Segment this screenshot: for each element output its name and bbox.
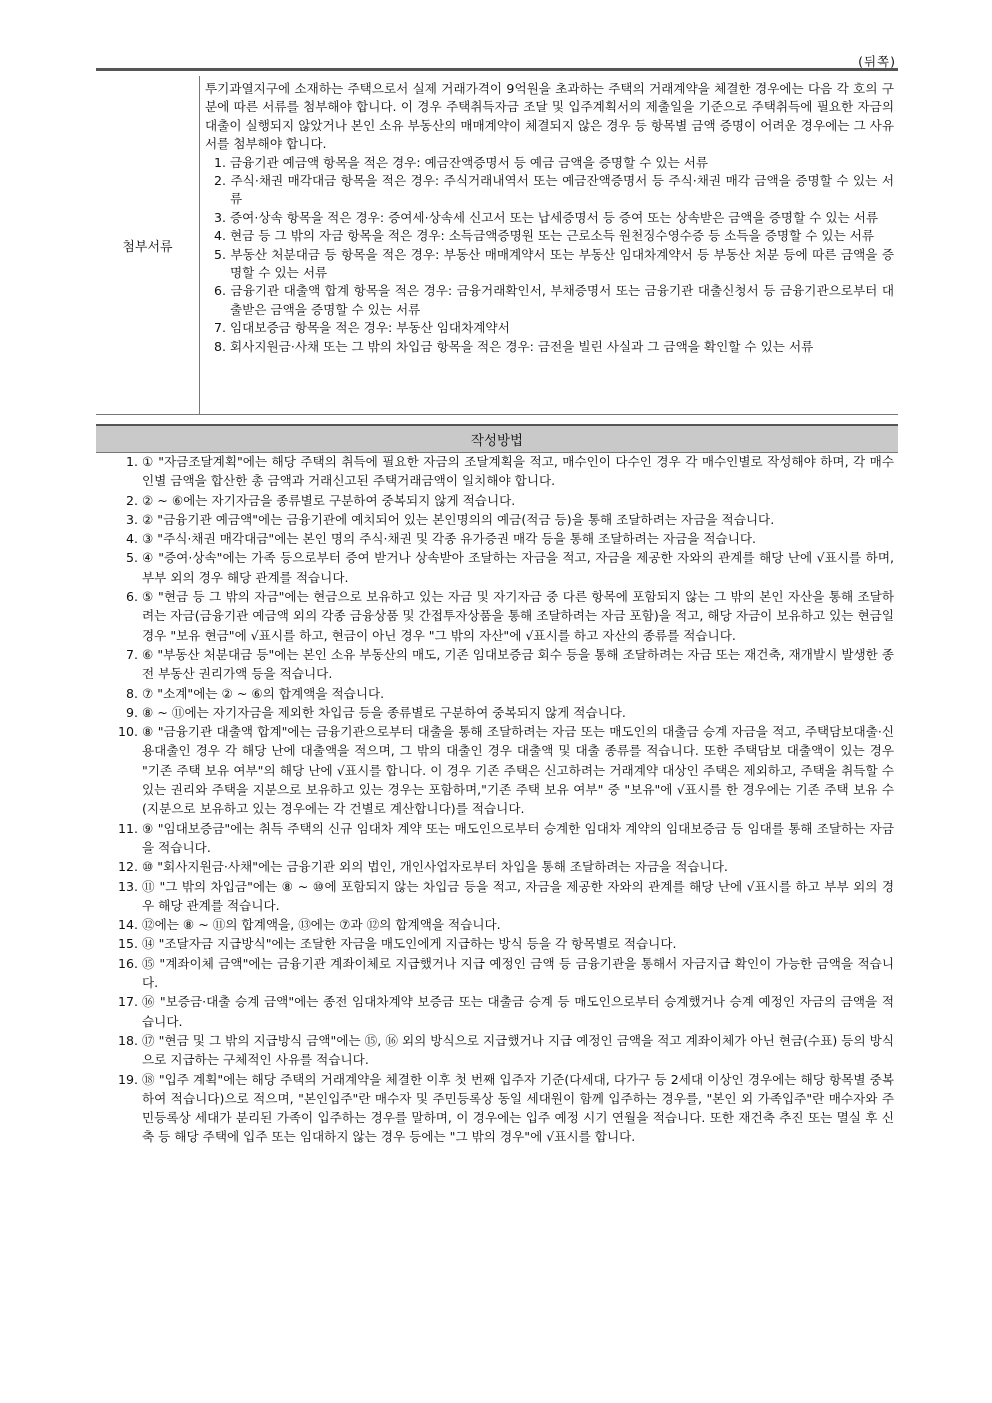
instruction-text: ② "금융기관 예금액"에는 금융기관에 예치되어 있는 본인명의의 예금(적금 등)을 통해 조달하려는 자금을 적습니다. bbox=[142, 511, 775, 527]
attachments-table bbox=[96, 76, 898, 415]
instruction-number: 13. bbox=[117, 878, 138, 894]
instruction-text: ⑨ "임대보증금"에는 취득 주택의 신규 임대차 계약 또는 매도인으로부터 승계한 임대차 계약의 임대보증금 등 임대를 통해 조달하는 자금을 적습니다. bbox=[142, 820, 894, 855]
attachment-item: 1. 금융기관 예금액 항목을 적은 경우: 예금잔액증명서 등 예금 금액을 증명할 수 있는 서류 bbox=[214, 154, 709, 170]
instruction-number: 8. bbox=[125, 685, 138, 701]
instruction-text: ⑦ "소계"에는 ② ~ ⑥의 합계액을 적습니다. bbox=[142, 685, 385, 701]
instruction-number: 17. bbox=[117, 994, 138, 1010]
instruction-text: ⑮ "계좌이체 금액"에는 금융기관 계좌이체로 지급했거나 지급 예정인 금액 등 금융기관을 통해서 자금지급 확인이 가능한 금액을 적습니다. bbox=[142, 955, 894, 991]
instruction-number: 6. bbox=[125, 589, 138, 605]
attachment-item: 4. 현금 등 그 밖의 자금 항목을 적은 경우: 소득금액증명원 또는 근로소득 원천징수영수증 등 소득을 증명할 수 있는 서류 bbox=[214, 228, 875, 244]
instruction-item bbox=[106, 452, 894, 491]
instruction-item bbox=[106, 1031, 894, 1070]
attachment-item: 8. 회사지원금·사채 또는 그 밖의 차입금 항목을 적은 경우: 금전을 빌린 사실과 그 금액을 확인할 수 있는 서류 bbox=[214, 338, 814, 354]
instruction-item bbox=[106, 645, 894, 684]
instruction-item bbox=[106, 491, 894, 510]
instruction-text: ⑰ "현금 및 그 밖의 지급방식 금액"에는 ⑮, ⑯ 외의 방식으로 지급했거나 지급 예정인 금액을 적고 계좌이체가 아닌 현금(수표) 등의 방식으로 지급하는 구체적인 사유를 적습니다. bbox=[142, 1032, 894, 1068]
instruction-item bbox=[106, 529, 894, 548]
instruction-item bbox=[106, 954, 894, 993]
instruction-number: 1. bbox=[125, 454, 138, 469]
instructions-title: 작성방법 bbox=[470, 433, 524, 449]
instruction-item bbox=[106, 703, 894, 722]
instruction-number: 15. bbox=[117, 936, 138, 952]
attachments-list bbox=[205, 154, 894, 356]
top-divider bbox=[96, 68, 898, 71]
instruction-number: 10. bbox=[117, 724, 138, 740]
instruction-item bbox=[106, 510, 894, 529]
instruction-text: ① "자금조달계획"에는 해당 주택의 취득에 필요한 자금의 조달계획을 적고, 매수인이 다수인 경우 각 매수인별로 작성해야 하며, 각 매수인별 금액을 합산한 총 금액과 거래신고된 주택거래금액이 일치해야 합니다. bbox=[142, 454, 894, 489]
instructions-list bbox=[106, 452, 894, 1147]
instruction-text: ⑱ "입주 계획"에는 해당 주택의 거래계약을 체결한 이후 첫 번째 입주자 기준(다세대, 다가구 등 2세대 이상인 경우에는 해당 항목별 중복하여 적습니다)으로 적으며, "본인입주"란 매수자 및 주민등록상 동일 세대원이 함께 입주하는 경우를, "본인 외 가족입주"란 매수자와 주민등록상 세대가 분리된 가족이 입주하는 경우를 말하며, 이 경우에는 입주 예정 시기 연월을 적습니다. 또한 재건축 추진 또는 멸실 후 신축 등 해당 주택에 입주 또는 임대하지 않는 경우 등에는 "그 밖의 경우"에 √표시를 합니다. bbox=[142, 1071, 894, 1145]
instruction-text: ④ "증여·상속"에는 가족 등으로부터 증여 받거나 상속받아 조달하는 자금을 적고, 자금을 제공한 자와의 관계를 해당 난에 √표시를 하며, 부부 외의 경우 해당 관계를 적습니다. bbox=[142, 550, 894, 585]
instruction-text: ⑭ "조달자금 지급방식"에는 조달한 자금을 매도인에게 지급하는 방식 등을 각 항목별로 적습니다. bbox=[142, 936, 677, 952]
instruction-number: 7. bbox=[125, 646, 138, 662]
attachments-content bbox=[200, 76, 898, 414]
instruction-item bbox=[106, 587, 894, 645]
page-side-label: (뒤쪽) bbox=[858, 54, 896, 69]
instruction-text: ⑯ "보증금·대출 승계 금액"에는 종전 임대차계약 보증금 또는 대출금 승계 등 매도인으로부터 승계했거나 승계 예정인 자금의 금액을 적습니다. bbox=[142, 994, 894, 1029]
instruction-number: 12. bbox=[117, 859, 138, 875]
instruction-text: ⑥ "부동산 처분대금 등"에는 본인 소유 부동산의 매도, 기존 임대보증금 회수 등을 통해 조달하려는 자금 또는 재건축, 재개발시 발생한 종전 부동산 권리가액 등을 적습니다. bbox=[142, 646, 894, 682]
instruction-number: 9. bbox=[125, 704, 138, 720]
instruction-text: ⑧ "금융기관 대출액 합계"에는 금융기관으로부터 대출을 통해 조달하려는 자금 또는 매도인의 대출금 승계 자금을 적고, 주택담보대출·신용대출인 경우 각 해당 난에 대출액을 적으며, 그 밖의 대출인 경우 대출액 및 대출 종류를 적습니다. 또한 주택담보 대출액이 있는 경우 "기존 주택 보유 여부"의 해당 난에 √표시를 합니다. 이 경우 기존 주택은 신고하려는 거래계약 대상인 주택은 제외하고, 주택을 취득할 수 있는 권리와 주택을 지분으로 보유하고 있는 경우는 포함하며,"기존 주택 보유 여부" 중 "보유"에 √표시를 한 경우에는 기존 주택 보유 수(지분으로 보유하고 있는 경우에는 각 건별로 계산합니다)를 적습니다. bbox=[142, 724, 894, 817]
instruction-text: ⑩ "회사지원금·사채"에는 금융기관 외의 법인, 개인사업자로부터 차입을 통해 조달하려는 자금을 적습니다. bbox=[142, 859, 728, 875]
instruction-number: 19. bbox=[117, 1071, 138, 1087]
instruction-item bbox=[106, 992, 894, 1031]
instruction-item bbox=[106, 915, 894, 934]
instruction-number: 11. bbox=[117, 820, 138, 836]
instructions-section bbox=[106, 452, 894, 1147]
attachment-item: 7. 임대보증금 항목을 적은 경우: 부동산 임대차계약서 bbox=[214, 320, 510, 336]
instruction-text: ③ "주식·채권 매각대금"에는 본인 명의 주식·채권 및 각종 유가증권 매각 등을 통해 조달하려는 자금을 적습니다. bbox=[142, 531, 757, 547]
instructions-header bbox=[96, 424, 898, 453]
attachment-item: 6. 금융기관 대출액 합계 항목을 적은 경우: 금융거래확인서, 부채증명서 또는 금융기관 대출신청서 등 금융기관으로부터 대출받은 금액을 증명할 수 있는 서류 bbox=[214, 283, 894, 317]
instruction-item bbox=[106, 548, 894, 587]
instruction-item bbox=[106, 684, 894, 703]
instruction-number: 14. bbox=[117, 917, 138, 933]
instruction-item bbox=[106, 857, 894, 876]
attachments-label: 첨부서류 bbox=[96, 76, 200, 414]
attachment-item: 3. 증여·상속 항목을 적은 경우: 증여세·상속세 신고서 또는 납세증명서 등 증여 또는 상속받은 금액을 증명할 수 있는 서류 bbox=[214, 209, 879, 225]
attachment-item: 2. 주식·채권 매각대금 항목을 적은 경우: 주식거래내역서 또는 예금잔액증명서 등 주식·채권 매각 금액을 증명할 수 있는 서류 bbox=[214, 173, 894, 207]
instruction-item bbox=[106, 722, 894, 818]
instruction-number: 18. bbox=[117, 1032, 138, 1048]
instruction-item bbox=[106, 877, 894, 916]
instruction-number: 4. bbox=[125, 531, 138, 547]
instruction-text: ⑧ ~ ⑪에는 자기자금을 제외한 차입금 등을 종류별로 구분하여 중복되지 않게 적습니다. bbox=[142, 704, 626, 720]
instruction-text: ⑪ "그 밖의 차입금"에는 ⑧ ~ ⑩에 포함되지 않는 차입금 등을 적고, 자금을 제공한 자와의 관계를 해당 난에 √표시를 하고 부부 외의 경우 해당 관계를 적습니다. bbox=[142, 878, 894, 913]
instruction-text: ⑫에는 ⑧ ~ ⑪의 합계액을, ⑬에는 ⑦과 ⑫의 합계액을 적습니다. bbox=[142, 917, 501, 933]
attachments-intro: 투기과열지구에 소재하는 주택으로서 실제 거래가격이 9억원을 초과하는 주택의 거래계약을 체결한 경우에는 다음 각 호의 구분에 따른 서류를 첨부해야 합니다. 이 경우 주택취득자금 조달 및 입주계획서의 제출일을 기준으로 주택취득에 필요한 자금의 대출이 실행되지 않았거나 본인 소유 부동산의 매매계약이 체결되지 않은 경우 등 항목별 금액 증명이 어려운 경우에는 그 사유서를 첨부해야 합니다. bbox=[205, 81, 894, 152]
instruction-number: 2. bbox=[125, 492, 138, 508]
attachment-item: 5. 부동산 처분대금 등 항목을 적은 경우: 부동산 매매계약서 또는 부동산 임대차계약서 등 부동산 처분 등에 따른 금액을 증명할 수 있는 서류 bbox=[214, 246, 894, 281]
instruction-item bbox=[106, 1070, 894, 1147]
instruction-item bbox=[106, 934, 894, 953]
instruction-number: 16. bbox=[117, 955, 138, 971]
instruction-text: ⑤ "현금 등 그 밖의 자금"에는 현금으로 보유하고 있는 자금 및 자기자금 중 다른 항목에 포함되지 않는 그 밖의 본인 자산을 통해 조달하려는 자금(금융기관 예금액 외의 각종 금융상품 및 간접투자상품을 통해 조달하려는 자금 포함)을 적고, 해당 자금이 보유하고 있는 현금일 경우 "보유 현금"에 √표시를 하고, 현금이 아닌 경우 "그 밖의 자산"에 √표시를 하고 자산의 종류를 적습니다. bbox=[142, 589, 894, 643]
instruction-item bbox=[106, 819, 894, 858]
instruction-number: 5. bbox=[125, 550, 138, 566]
instruction-number: 3. bbox=[125, 511, 138, 527]
instruction-text: ② ~ ⑥에는 자기자금을 종류별로 구분하여 중복되지 않게 적습니다. bbox=[142, 492, 516, 508]
